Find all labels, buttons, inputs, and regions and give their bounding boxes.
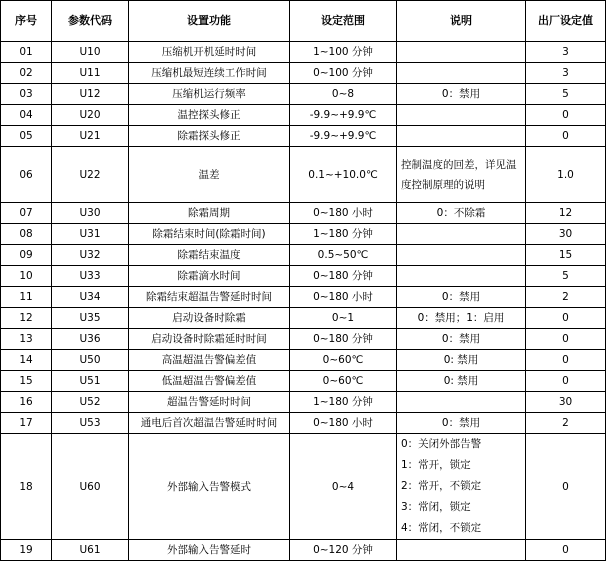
cell-note (397, 392, 526, 413)
cell-no: 15 (1, 371, 52, 392)
cell-function: 压缩机最短连续工作时间 (129, 63, 290, 84)
cell-note: 控制温度的回差，详见温度控制原理的说明 (397, 147, 526, 203)
cell-range: 1~180 分钟 (290, 224, 397, 245)
header-note: 说明 (397, 1, 526, 42)
cell-note (397, 224, 526, 245)
cell-default: 2 (526, 413, 606, 434)
cell-range: 0~180 分钟 (290, 266, 397, 287)
cell-code: U35 (52, 308, 129, 329)
cell-code: U12 (52, 84, 129, 105)
cell-code: U53 (52, 413, 129, 434)
table-row (1, 329, 606, 350)
header-function: 设置功能 (129, 1, 290, 42)
table-row (1, 434, 606, 540)
cell-range: 0~180 小时 (290, 287, 397, 308)
cell-function: 低温超温告警偏差值 (129, 371, 290, 392)
cell-function: 除霜滴水时间 (129, 266, 290, 287)
table-row (1, 105, 606, 126)
cell-default: 30 (526, 224, 606, 245)
cell-function: 温控探头修正 (129, 105, 290, 126)
cell-no: 05 (1, 126, 52, 147)
cell-no: 17 (1, 413, 52, 434)
cell-default: 2 (526, 287, 606, 308)
cell-default: 5 (526, 84, 606, 105)
cell-note (397, 126, 526, 147)
cell-default: 1.0 (526, 147, 606, 203)
cell-code: U21 (52, 126, 129, 147)
cell-code: U32 (52, 245, 129, 266)
table-row (1, 147, 606, 203)
cell-note: 0: 禁用 (397, 371, 526, 392)
cell-code: U61 (52, 540, 129, 561)
option-item: 4：常闭，不锁定 (401, 522, 482, 534)
cell-default: 12 (526, 203, 606, 224)
cell-note: 0：禁用；1：启用 (397, 308, 526, 329)
table-row (1, 392, 606, 413)
table-row (1, 371, 606, 392)
cell-note (397, 434, 526, 540)
cell-default: 3 (526, 42, 606, 63)
cell-code: U20 (52, 105, 129, 126)
table-row (1, 287, 606, 308)
table-row (1, 63, 606, 84)
cell-range: 0.5~50℃ (290, 245, 397, 266)
table-row (1, 245, 606, 266)
cell-default: 5 (526, 266, 606, 287)
cell-default: 0 (526, 308, 606, 329)
cell-note: 0：禁用 (397, 329, 526, 350)
option-item: 0：关闭外部告警 (401, 438, 482, 450)
cell-range: 0~180 小时 (290, 413, 397, 434)
cell-function: 温差 (129, 147, 290, 203)
cell-range: 0~60℃ (290, 350, 397, 371)
table-row (1, 203, 606, 224)
cell-function: 启动设备时除霜延时时间 (129, 329, 290, 350)
cell-no: 09 (1, 245, 52, 266)
header-range: 设定范围 (290, 1, 397, 42)
cell-default: 0 (526, 329, 606, 350)
cell-default: 15 (526, 245, 606, 266)
cell-range: 0~180 分钟 (290, 329, 397, 350)
cell-note: 0: 禁用 (397, 350, 526, 371)
cell-default: 0 (526, 126, 606, 147)
cell-function: 压缩机运行频率 (129, 84, 290, 105)
table-row (1, 266, 606, 287)
header-row (1, 1, 606, 42)
cell-range: 0~1 (290, 308, 397, 329)
cell-range: 0~120 分钟 (290, 540, 397, 561)
cell-range: 0~180 小时 (290, 203, 397, 224)
cell-note (397, 266, 526, 287)
cell-function: 除霜周期 (129, 203, 290, 224)
cell-code: U30 (52, 203, 129, 224)
cell-function: 除霜结束温度 (129, 245, 290, 266)
table-row (1, 126, 606, 147)
cell-no: 12 (1, 308, 52, 329)
cell-no: 19 (1, 540, 52, 561)
cell-no: 11 (1, 287, 52, 308)
cell-no: 13 (1, 329, 52, 350)
cell-range: 0~100 分钟 (290, 63, 397, 84)
cell-no: 10 (1, 266, 52, 287)
cell-function: 启动设备时除霜 (129, 308, 290, 329)
cell-function: 超温告警延时时间 (129, 392, 290, 413)
cell-function: 高温超温告警偏差值 (129, 350, 290, 371)
table-row (1, 308, 606, 329)
table-row (1, 350, 606, 371)
cell-note (397, 63, 526, 84)
cell-code: U11 (52, 63, 129, 84)
cell-code: U10 (52, 42, 129, 63)
cell-note (397, 105, 526, 126)
table-body (1, 42, 606, 561)
cell-code: U22 (52, 147, 129, 203)
cell-no: 16 (1, 392, 52, 413)
cell-code: U33 (52, 266, 129, 287)
cell-note: 0：禁用 (397, 413, 526, 434)
cell-range: 0~60℃ (290, 371, 397, 392)
cell-code: U52 (52, 392, 129, 413)
cell-code: U60 (52, 434, 129, 540)
cell-default: 0 (526, 350, 606, 371)
cell-no: 06 (1, 147, 52, 203)
cell-no: 07 (1, 203, 52, 224)
cell-default: 30 (526, 392, 606, 413)
cell-function: 压缩机开机延时时间 (129, 42, 290, 63)
cell-no: 03 (1, 84, 52, 105)
cell-no: 08 (1, 224, 52, 245)
cell-default: 0 (526, 434, 606, 540)
cell-default: 0 (526, 540, 606, 561)
table-row (1, 224, 606, 245)
cell-range: 1~100 分钟 (290, 42, 397, 63)
cell-code: U36 (52, 329, 129, 350)
cell-range: 1~180 分钟 (290, 392, 397, 413)
table-row (1, 540, 606, 561)
cell-default: 0 (526, 371, 606, 392)
cell-note: 0：禁用 (397, 84, 526, 105)
cell-function: 除霜结束超温告警延时时间 (129, 287, 290, 308)
cell-note (397, 42, 526, 63)
cell-code: U50 (52, 350, 129, 371)
option-item: 3：常闭，锁定 (401, 501, 471, 513)
cell-no: 14 (1, 350, 52, 371)
cell-range: -9.9~+9.9℃ (290, 105, 397, 126)
cell-no: 18 (1, 434, 52, 540)
header-no: 序号 (1, 1, 52, 42)
cell-range: 0.1~+10.0℃ (290, 147, 397, 203)
cell-code: U31 (52, 224, 129, 245)
header-code: 参数代码 (52, 1, 129, 42)
table-row (1, 42, 606, 63)
cell-note: 0：禁用 (397, 287, 526, 308)
cell-code: U34 (52, 287, 129, 308)
cell-range: 0~4 (290, 434, 397, 540)
cell-default: 3 (526, 63, 606, 84)
cell-range: 0~8 (290, 84, 397, 105)
cell-range: -9.9~+9.9℃ (290, 126, 397, 147)
table-row (1, 413, 606, 434)
cell-function: 除霜结束时间(除霜时间) (129, 224, 290, 245)
cell-no: 02 (1, 63, 52, 84)
option-item: 1：常开，锁定 (401, 459, 471, 471)
cell-no: 01 (1, 42, 52, 63)
cell-function: 除霜探头修正 (129, 126, 290, 147)
cell-default: 0 (526, 105, 606, 126)
cell-code: U51 (52, 371, 129, 392)
cell-function: 通电后首次超温告警延时时间 (129, 413, 290, 434)
cell-note (397, 540, 526, 561)
cell-note (397, 245, 526, 266)
option-item: 2：常开，不锁定 (401, 480, 482, 492)
header-default: 出厂设定值 (526, 1, 606, 42)
cell-function: 外部输入告警延时 (129, 540, 290, 561)
cell-no: 04 (1, 105, 52, 126)
table-row (1, 84, 606, 105)
cell-function: 外部输入告警模式 (129, 434, 290, 540)
cell-note: 0：不除霜 (397, 203, 526, 224)
